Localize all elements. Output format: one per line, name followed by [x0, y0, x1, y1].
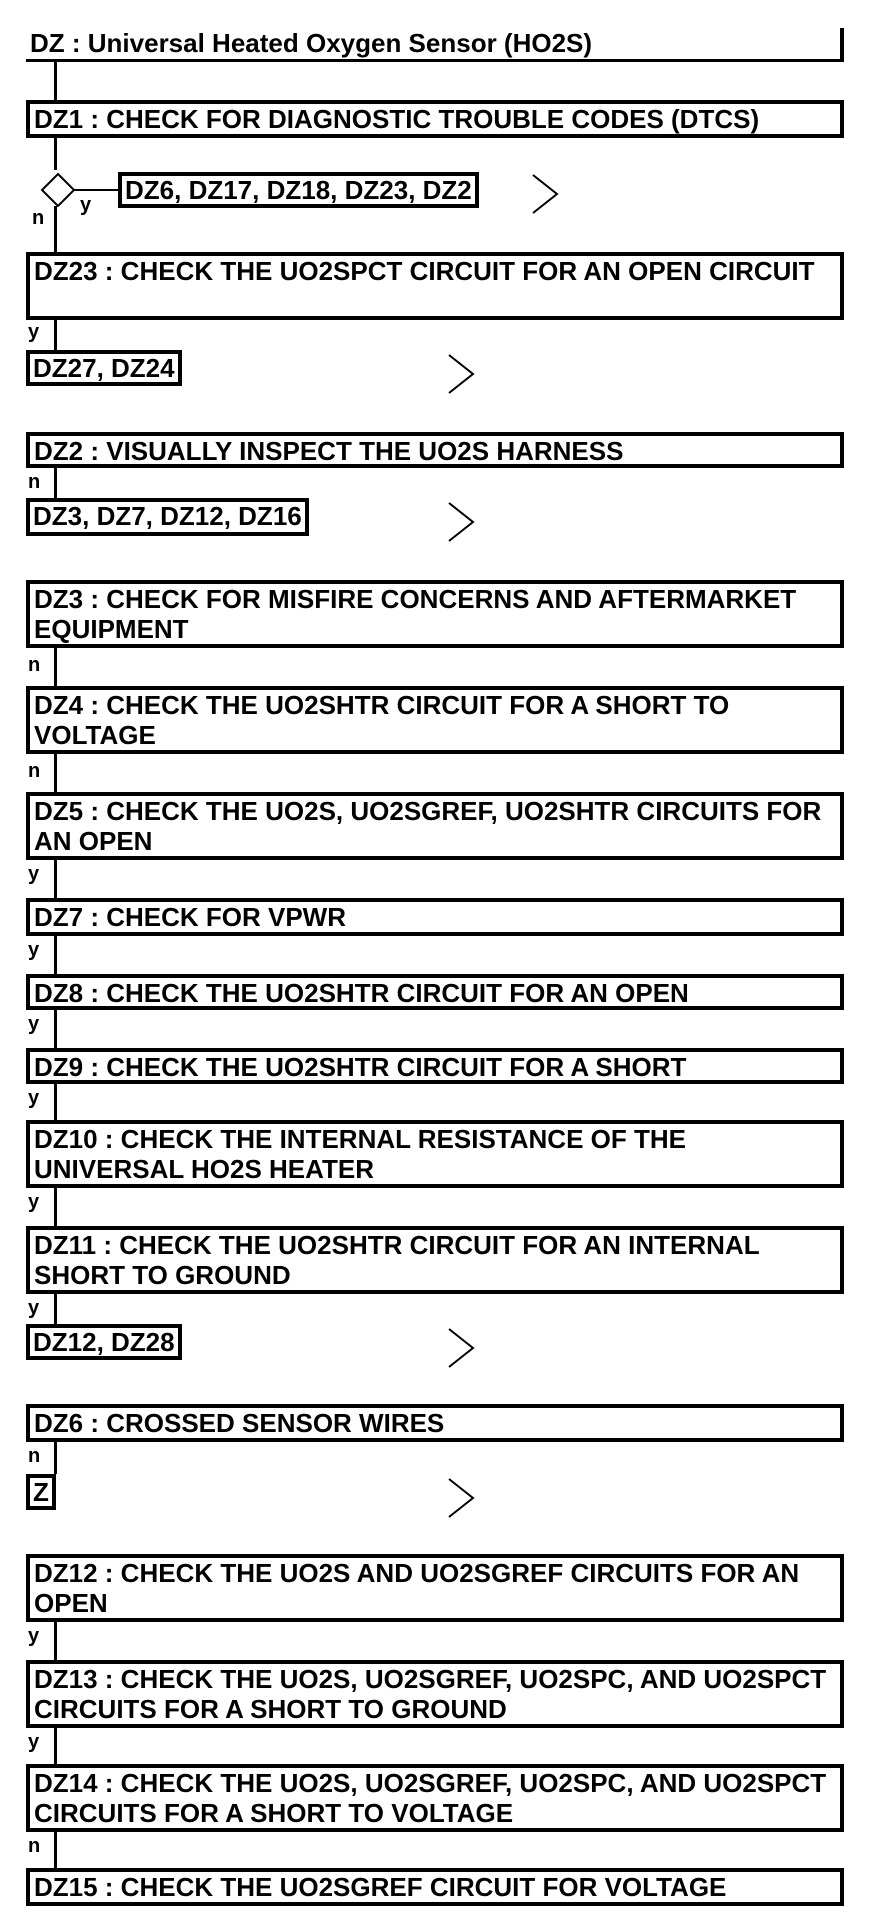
step-dz2[interactable]: DZ2 : VISUALLY INSPECT THE UO2S HARNESS — [26, 432, 844, 468]
step-dz13[interactable]: DZ13 : CHECK THE UO2S, UO2SGREF, UO2SPC, AND UO2SPCT CIRCUITS FOR A SHORT TO GROUND — [26, 1660, 844, 1728]
step-dz9[interactable]: DZ9 : CHECK THE UO2SHTR CIRCUIT FOR A SHORT — [26, 1048, 844, 1084]
branch-label-yes: y — [80, 194, 92, 216]
flowchart-title: DZ : Universal Heated Oxygen Sensor (HO2S) — [26, 28, 844, 62]
step-dz10[interactable]: DZ10 : CHECK THE INTERNAL RESISTANCE OF THE UNIVERSAL HO2S HEATER — [26, 1120, 844, 1188]
step-dz14[interactable]: DZ14 : CHECK THE UO2S, UO2SGREF, UO2SPC, AND UO2SPCT CIRCUITS FOR A SHORT TO VOLTAGE — [26, 1764, 844, 1832]
step-dz23[interactable]: DZ23 : CHECK THE UO2SPCT CIRCUIT FOR AN OPEN CIRCUIT — [26, 252, 844, 320]
connector-line — [54, 648, 57, 686]
ref-after-dz6[interactable]: Z — [26, 1474, 56, 1510]
branch-label-no: n — [28, 1835, 41, 1857]
chevron-right-icon[interactable] — [446, 352, 476, 396]
chevron-right-icon[interactable] — [446, 1476, 476, 1520]
decision-diamond-icon — [40, 172, 76, 208]
branch-label-yes: y — [28, 863, 40, 885]
branch-label-yes: y — [28, 1191, 40, 1213]
connector-line-yes — [74, 189, 120, 191]
branch-label-yes: y — [28, 1013, 40, 1035]
connector-line — [54, 1442, 57, 1474]
connector-line — [54, 62, 57, 102]
step-dz8[interactable]: DZ8 : CHECK THE UO2SHTR CIRCUIT FOR AN OPEN — [26, 974, 844, 1010]
step-dz5[interactable]: DZ5 : CHECK THE UO2S, UO2SGREF, UO2SHTR CIRCUITS FOR AN OPEN — [26, 792, 844, 860]
step-dz7[interactable]: DZ7 : CHECK FOR VPWR — [26, 898, 844, 936]
branch-label-no: n — [32, 207, 45, 229]
branch-label-yes: y — [28, 1731, 40, 1753]
branch-label-yes: y — [28, 939, 40, 961]
branch-label-yes: y — [28, 321, 40, 343]
connector-line — [54, 1832, 57, 1868]
step-dz1[interactable]: DZ1 : CHECK FOR DIAGNOSTIC TROUBLE CODES (DTCS) — [26, 100, 844, 138]
step-dz15[interactable]: DZ15 : CHECK THE UO2SGREF CIRCUIT FOR VOLTAGE — [26, 1868, 844, 1906]
chevron-right-icon[interactable] — [530, 172, 560, 216]
connector-line — [54, 1294, 57, 1324]
branch-label-yes: y — [28, 1297, 40, 1319]
ref-after-dz23[interactable]: DZ27, DZ24 — [26, 350, 182, 386]
connector-line — [54, 206, 57, 252]
branch-label-no: n — [28, 471, 41, 493]
branch-label-no: n — [28, 654, 41, 676]
step-dz6[interactable]: DZ6 : CROSSED SENSOR WIRES — [26, 1404, 844, 1442]
connector-line — [54, 936, 57, 974]
connector-line — [54, 468, 57, 498]
branch-label-no: n — [28, 760, 41, 782]
ref-after-dz11[interactable]: DZ12, DZ28 — [26, 1324, 182, 1360]
step-dz12[interactable]: DZ12 : CHECK THE UO2S AND UO2SGREF CIRCUITS FOR AN OPEN — [26, 1554, 844, 1622]
connector-line — [54, 860, 57, 898]
connector-line — [54, 1728, 57, 1764]
ref-decision[interactable]: DZ6, DZ17, DZ18, DZ23, DZ2 — [118, 172, 479, 208]
chevron-right-icon[interactable] — [446, 500, 476, 544]
ref-after-dz2[interactable]: DZ3, DZ7, DZ12, DZ16 — [26, 498, 309, 536]
connector-line — [54, 320, 57, 350]
connector-line — [54, 1188, 57, 1226]
branch-label-no: n — [28, 1445, 41, 1467]
chevron-right-icon[interactable] — [446, 1326, 476, 1370]
step-dz11[interactable]: DZ11 : CHECK THE UO2SHTR CIRCUIT FOR AN INTERNAL SHORT TO GROUND — [26, 1226, 844, 1294]
connector-line — [54, 1622, 57, 1660]
connector-line — [54, 1010, 57, 1048]
step-dz3[interactable]: DZ3 : CHECK FOR MISFIRE CONCERNS AND AFTERMARKET EQUIPMENT — [26, 580, 844, 648]
branch-label-yes: y — [28, 1625, 40, 1647]
step-dz4[interactable]: DZ4 : CHECK THE UO2SHTR CIRCUIT FOR A SHORT TO VOLTAGE — [26, 686, 844, 754]
connector-line — [54, 138, 57, 170]
connector-line — [54, 1084, 57, 1120]
connector-line — [54, 754, 57, 792]
branch-label-yes: y — [28, 1087, 40, 1109]
